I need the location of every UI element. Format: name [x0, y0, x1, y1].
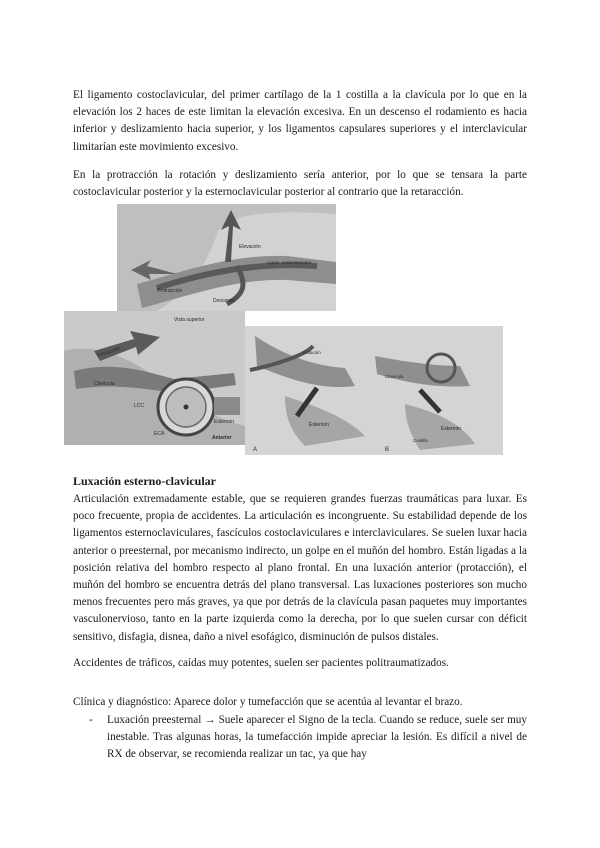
- figure-right-drawing: [245, 326, 503, 455]
- paragraph-costoclavicular: El ligamento costoclavicular, del primer cartílago de la 1 costilla a la clavícula por lo que en la elevación los 2 haces de este limitan la elevación excesiva. En un descenso el rodamiento es hacia inferior y deslizamiento hacia superior, y los ligamentos capsulares superiores y el interclavicular limitarían este movimiento excesivo.: [73, 89, 527, 153]
- label-retraction: Retracción: [96, 345, 122, 359]
- label-sternum-b: Esternón: [441, 426, 462, 432]
- label-protraction: Protracción: [157, 288, 183, 294]
- section-body-2: Accidentes de tráficos, caídas muy potentes, suelen ser pacientes politraumatizados.: [73, 657, 449, 669]
- label-eca: ECA: [154, 431, 165, 437]
- label-rotation: Rotación: [303, 350, 321, 355]
- label-top-view: Vista superior: [174, 317, 205, 323]
- section-heading: Luxación esterno-clavicular: [73, 474, 216, 488]
- bullet-marker: -: [89, 714, 93, 726]
- figure-right: [245, 326, 503, 455]
- label-clavicle-b: Clavícula: [385, 374, 404, 379]
- label-clavicle: Clavícula: [94, 381, 115, 387]
- label-depression: Descenso: [213, 298, 236, 304]
- figure-left: [64, 311, 245, 445]
- label-anterior: Anterior: [212, 435, 232, 441]
- label-b: B: [385, 447, 390, 453]
- figure-left-drawing: [64, 311, 245, 445]
- list-item: [73, 712, 527, 764]
- clinic-list: [73, 712, 527, 764]
- label-a: A: [253, 447, 258, 453]
- figure-top-drawing: [117, 204, 336, 311]
- bullet-text: Luxación preesternal → Suele aparecer el Signo de la tecla. Cuando se reduce, suele ser muy inestable. Tras algunas horas, la tumefacción impide apreciar la lesión. Es difícil a nivel de RX de observar, se recomienda realizar un tac, ya que hay: [107, 714, 527, 761]
- label-sternum-a: Esternón: [309, 422, 330, 428]
- label-sternum: Esternón: [214, 419, 235, 425]
- figure-top: [117, 204, 336, 311]
- label-elevation: Elevación: [239, 244, 261, 250]
- label-lcc: LCC: [134, 403, 145, 409]
- section-body: Articulación extremadamente estable, que se requieren grandes fuerzas traumáticas para luxar. Es poco frecuente, propia de accidentes. La articulación es incongruente. Su estabilidad depende de los ligamentos esternoclaviculares, fascículos costoclaviculares e interclaviculares. Se suelen luxar hacia anterior o preesternal, por mecanismo indirecto, un golpe en el muñón del hombro. Están ligadas a la posición relativa del hombro respecto al plano frontal. En una luxación anterior (protacción), el muñón del hombro se encuentra detrás del plano transversal. Las luxaciones posteriores son mucho menos frecuentes pero más graves, ya que por detrás de la clavícula pasan paquetes muy importantes vasculonervioso, tanto en la parte izquierda como la derecha, por lo que suelen cursar con déficit sensitivo, disfagia, disnea, daño a nivel esofágico, disminución de pulsos distales.: [73, 493, 527, 643]
- label-ligament: Ligam. costoclavicular: [267, 260, 312, 265]
- paragraph-protraction: En la protracción la rotación y deslizamiento sería anterior, por lo que se tensara la parte costoclavicular posterior y la esternoclavicular posterior al contrario que la retaracción.: [73, 169, 527, 199]
- label-rib: Costilla: [413, 438, 428, 443]
- clinic-intro: Clínica y diagnóstico: Aparece dolor y tumefacción que se acentúa al levantar el brazo.: [73, 696, 463, 708]
